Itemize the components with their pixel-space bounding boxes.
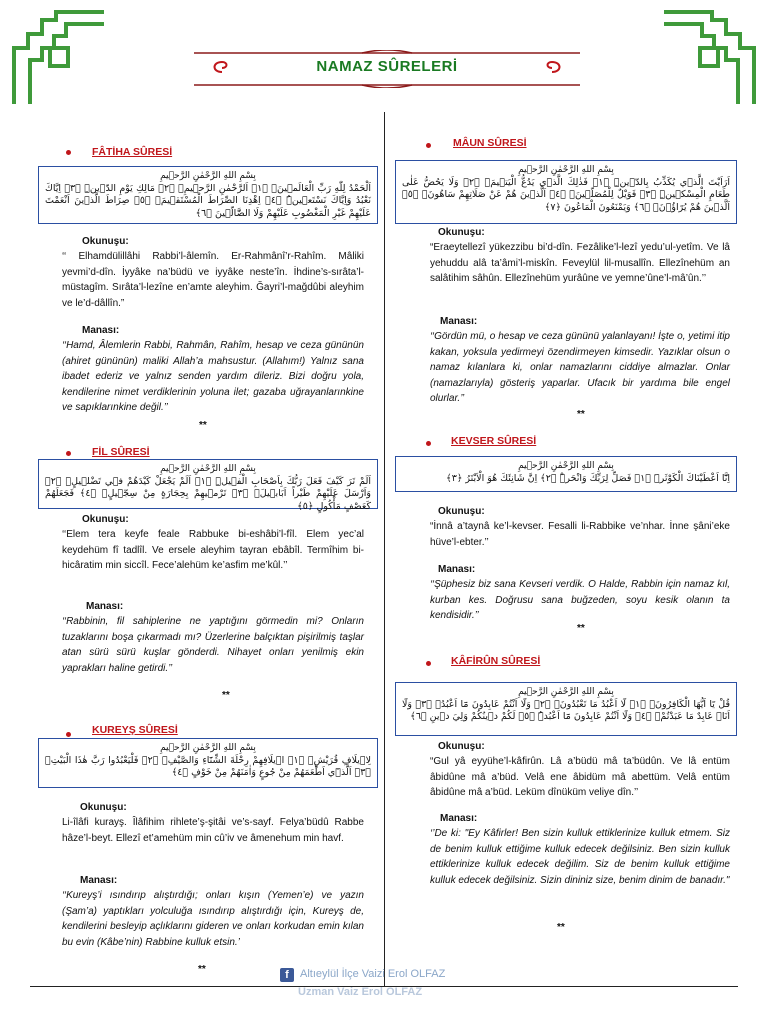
fil-title: FİL SÛRESİ — [92, 446, 150, 458]
kafirun-basmala: بِسْمِ اللهِ الرَّحْمٰنِ الرَّح۪يمِ — [518, 687, 614, 697]
fil-separator: ** — [222, 690, 230, 701]
kevser-okunusu-text: “İnnâ a’taynâ ke’l-kevser. Fesalli li-Rabbike ve’nhar. İnne şâni’eke hüve’l-ebter.’’ — [430, 521, 730, 548]
kureys-manasi-label: Manası: — [80, 875, 118, 886]
kevser-manasi-label: Manası: — [438, 564, 476, 575]
kevser-arabic-text: اِنَّٓا اَعْطَيْنَاكَ الْكَوْثَرَۜ ﴿١﴾ فَصَلِّ لِرَبِّكَ وَانْحَرْۜ ﴿٢﴾ اِنَّ شَانِئَكَ هُوَ الْاَبْتَرُ ﴿٣﴾ — [446, 472, 730, 484]
kafirun-arabic-box — [395, 682, 737, 736]
fatiha-separator: ** — [199, 420, 207, 431]
corner-ornament-right — [660, 8, 758, 106]
kureys-arabic-text: لِا۪يلَافِ قُرَيْشٍۙ ﴿١﴾ ا۪يلَافِهِمْ رِحْلَةَ الشِّتَٓاءِ وَالصَّيْفِۚ ﴿٢﴾ فَلْيَعْبُدُوا رَبَّ هٰذَا الْبَيْتِۙ ﴿٣﴾ اَلَّذ۪ٓي اَطْعَمَهُمْ مِنْ جُوعٍ وَاٰمَنَهُمْ مِنْ خَوْفٍ ﴿٤﴾ — [45, 754, 371, 778]
column-divider — [384, 112, 385, 987]
corner-ornament-left — [10, 8, 108, 106]
fatiha-arabic-text: اَلْحَمْدُ لِلّٰهِ رَبِّ الْعَالَم۪ينَۙ ﴿١﴾ اَلرَّحْمٰنِ الرَّح۪يمِۙ ﴿٢﴾ مَالِكِ يَوْمِ الدّ۪ينِۜ ﴿٣﴾ اِيَّاكَ نَعْبُدُ وَاِيَّاكَ نَسْتَع۪ينُۜ ﴿٤﴾ اِهْدِنَا الصِّرَاطَ الْمُسْتَق۪يمَۙ ﴿٥﴾ صِرَاطَ الَّذ۪ينَ اَنْعَمْتَ عَلَيْهِمْ غَيْرِ الْمَغْضُوبِ عَلَيْهِمْ وَلَا الضَّٓالّ۪ينَ ﴿٦﴾ — [45, 182, 372, 219]
kureys-title: KUREYŞ SÛRESİ — [92, 724, 178, 736]
maun-arabic-text: اَرَاَيْتَ الَّذ۪ي يُكَذِّبُ بِالدّ۪ينِۜ ﴿١﴾ فَذٰلِكَ الَّذ۪ي يَدُعُّ الْيَت۪يمَۙ ﴿٢﴾ وَلَا يَحُضُّ عَلٰى طَعَامِ الْمِسْك۪ينِۜ ﴿٣﴾ فَوَيْلٌ لِلْمُصَلّ۪ينَۙ ﴿٤﴾ اَلَّذ۪ينَ هُمْ عَنْ صَلَاتِهِمْ سَاهُونَۙ ﴿٥﴾ اَلَّذ۪ينَ هُمْ يُرَٓاؤُ۫نَۙ ﴿٦﴾ وَيَمْنَعُونَ الْمَاعُونَ ﴿٧﴾ — [402, 176, 731, 213]
maun-arabic-box — [395, 160, 737, 224]
bullet-kafirun — [426, 661, 431, 666]
maun-manasi-text: ‘‘Gördün mü, o hesap ve ceza gününü yalanlayanı! İşte o, yetimi itip kakan, yoksula yedirmeyi özendirmeyen kimsedir. Yazıklar olsun o namaz kılanlara ki, onlar namazlarını ciddiye almazlar. Onlar (namazlarıyla) gösteriş yaparlar. Ufacık bir yardıma bile engel olurlar.’’ — [430, 331, 730, 405]
fil-okunusu-text: ‘‘Elem tera keyfe feale Rabbuke bi-eshâbi’l-fîl. Elem yec’al keydehüm fî tadlîl. Ve ersele aleyhim tayran ebâbîl. Termîhim bi-hicâratim min siccîl. Fece’alehüm ke’asfim me’kûl.’’ — [62, 529, 364, 572]
kureys-basmala: بِسْمِ اللهِ الرَّحْمٰنِ الرَّح۪يمِ — [160, 743, 256, 753]
kafirun-okunusu-label: Okunuşu: — [438, 741, 485, 752]
kafirun-separator: ** — [557, 922, 565, 933]
maun-okunusu-text: “Eraeytellezî yükezzibu bi’d-dîn. Fezâlike’l-lezî yedu’ul-yetîm. Ve lâ yehuddu alâ ta’âmi’l-miskîn. Feveylül lil-musallîn. Ellezînehüm an salâtihim sâhûn. Ellezînehüm yurâûne ve yemne’ûne’l-mâ’ûn.’’ — [430, 242, 730, 285]
fil-arabic-box — [38, 459, 378, 512]
footer-author-watermark: Uzman Vaiz Erol OLFAZ — [298, 986, 423, 998]
bullet-kureys — [66, 732, 71, 737]
facebook-icon: f — [280, 968, 294, 982]
fatiha-title: FÂTİHA SÛRESİ — [92, 146, 173, 158]
kevser-manasi-text: ‘‘Şüphesiz biz sana Kevseri verdik. O Halde, Rabbin için namaz kıl, kurban kes. Doğrusu sana buğzeden, soyu kesik olanın ta kendisidir.’’ — [430, 579, 730, 622]
fatiha-arabic-box — [38, 166, 378, 224]
maun-title: MÂUN SÛRESİ — [453, 137, 527, 149]
fil-arabic-text: اَلَمْ تَرَ كَيْفَ فَعَلَ رَبُّكَ بِاَصْحَابِ الْف۪يلِۜ ﴿١﴾ اَلَمْ يَجْعَلْ كَيْدَهُمْ ف۪ي تَضْل۪يلٍۙ ﴿٢﴾ وَاَرْسَلَ عَلَيْهِمْ طَيْراً اَبَاب۪يلَۙ ﴿٣﴾ تَرْم۪يهِمْ بِحِجَارَةٍ مِنْ سِجّ۪يلٍۙ ﴿٤﴾ فَجَعَلَهُمْ كَعَصْفٍ مَأْكُولٍ ﴿٥﴾ — [45, 475, 371, 512]
fatiha-manasi-label: Manası: — [82, 325, 120, 336]
kevser-arabic-box — [395, 456, 737, 492]
fil-okunusu-label: Okunuşu: — [82, 514, 129, 525]
fatiha-okunusu-text: ‘‘ Elhamdülillâhi Rabbi’l-âlemîn. Er-Rahmânî’r-Rahîm. Mâliki yevmi’d-dîn. İyyâke na’büdü ve iyyâke neste’în. İhdine’s-sırâta’l-müstagîm. Sırâta’l-lezîne en’amte aleyhim. Ğayri’l-mağdûbi aleyhim ve le’d-dâllîn.” — [62, 251, 364, 309]
kevser-title: KEVSER SÛRESİ — [451, 435, 537, 447]
maun-okunusu-label: Okunuşu: — [438, 227, 485, 238]
bullet-fatiha — [66, 150, 71, 155]
fatiha-basmala: بِسْمِ اللهِ الرَّحْمٰنِ الرَّح۪يمِ — [160, 171, 256, 181]
kevser-basmala: بِسْمِ اللهِ الرَّحْمٰنِ الرَّح۪يمِ — [518, 461, 614, 471]
fatiha-okunusu-label: Okunuşu: — [82, 236, 129, 247]
maun-separator: ** — [577, 409, 585, 420]
kafirun-title: KÂFİRÛN SÛRESİ — [451, 655, 541, 667]
bullet-kevser — [426, 441, 431, 446]
maun-manasi-label: Manası: — [440, 316, 478, 327]
fil-basmala: بِسْمِ اللهِ الرَّحْمٰنِ الرَّح۪يمِ — [160, 464, 256, 474]
kevser-separator: ** — [577, 623, 585, 634]
kureys-arabic-box — [38, 738, 378, 788]
kureys-separator: ** — [198, 964, 206, 975]
kafirun-arabic-text: قُلْ يَٓا اَيُّهَا الْكَافِرُونَۙ ﴿١﴾ لَٓا اَعْبُدُ مَا تَعْبُدُونَۙ ﴿٢﴾ وَلَٓا اَنْتُمْ عَابِدُونَ مَٓا اَعْبُدُۚ ﴿٣﴾ وَلَٓا اَنَا۬ عَابِدٌ مَا عَبَدْتُمْۙ ﴿٤﴾ وَلَٓا اَنْتُمْ عَابِدُونَ مَٓا اَعْبُدُۜ ﴿٥﴾ لَكُمْ د۪ينُكُمْ وَلِيَ د۪ينِ ﴿٦﴾ — [402, 698, 730, 722]
kafirun-okunusu-text: “Gul yâ eyyühe’l-kâfirûn. Lâ a’büdü mâ ta’büdûn. Ve lâ entüm âbidûne mâ a’büd. Velâ ene âbidüm mâ abettüm. Velâ entüm âbidûne mâ a’büd. Leküm dînüküm veliye dîn.’’ — [430, 756, 730, 799]
bullet-maun — [426, 143, 431, 148]
fil-manasi-label: Manası: — [86, 601, 124, 612]
kureys-okunusu-text: Li-îlâfi kurayş. Îlâfihim rihlete’ş-şitâi ve’s-sayf. Felya’büdû Rabbe hâze’l-beyt. Ellezî et’amehüm min cû’iv ve âmenehum min havf. — [62, 817, 364, 844]
fil-manasi-text: ‘‘Rabbinin, fil sahiplerine ne yaptığını görmedin mi? Onların tuzaklarını boşa çıkarmadı mı? Üzerlerine balçıktan pişirilmiş taşlar atan sürü sürü kuşlar gönderdi. Nihayet onları yenilmiş ekin yaprakları haline getirdi.’’ — [62, 616, 364, 674]
bullet-fil — [66, 451, 71, 456]
kafirun-manasi-text: ‘’De ki: "Ey Kâfirler! Ben sizin kulluk ettiklerinize kulluk etmem. Siz de benim kulluk ettiğime kulluk edecek değilsiniz. Ben sizin kulluk ettiklerinize kulluk edecek değilim. Siz de benim kulluk ettiğime kulluk edecek değilsiniz. Sizin dininiz size, benim dinim de banadır." — [430, 828, 730, 886]
kevser-okunusu-label: Okunuşu: — [438, 506, 485, 517]
kureys-okunusu-label: Okunuşu: — [80, 802, 127, 813]
maun-basmala: بِسْمِ اللهِ الرَّحْمٰنِ الرَّح۪يمِ — [518, 165, 614, 175]
fatiha-manasi-text: ‘‘Hamd, Âlemlerin Rabbi, Rahmân, Rahîm, hesap ve ceza gününün (ahiret gününün) maliki Allah’a mahsustur. (Allahım!) Yalnız sana ibadet ederiz ve yalnız senden yardım dileriz. Bizi doğru yola, kendilerine nimet verdiklerinin yoluna ilet; gazaba uğrayanlarınkine ve sapıklarınkine değil.’’ — [62, 340, 364, 414]
page-title: NAMAZ SÛRELERİ — [316, 58, 458, 75]
kafirun-manasi-label: Manası: — [440, 813, 478, 824]
footer-author-line: Altıeylül İlçe Vaizi Erol OLFAZ — [300, 968, 446, 980]
kureys-manasi-text: ‘‘Kureyş’i ısındırıp alıştırdığı; onları kışın (Yemen’e) ve yazın (Şam’a) yaptıkları yolculuğa ısındırıp alıştırdığı için, Kureyş de, kendilerini besleyip açlıklarını gideren ve onları korkudan emin kılan bu evin (Kâbe’nin) Rabbine kulluk etsin.’ — [62, 890, 364, 948]
